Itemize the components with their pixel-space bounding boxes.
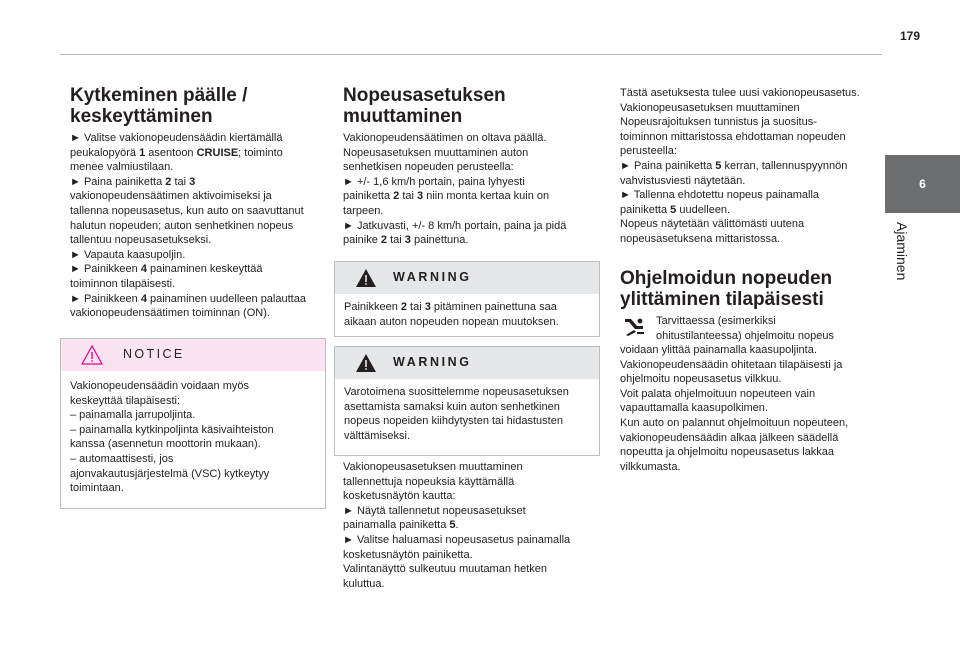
- text-line: ► +/- 1,6 km/h portain, paina lyhyesti: [343, 175, 525, 188]
- text-line: kuluttua.: [343, 577, 385, 590]
- text-line: painamalla painiketta 5.: [343, 519, 459, 532]
- body-switch: [70, 131, 332, 321]
- text-line: voidaan ylittää painamalla kaasupoljinta.: [620, 344, 817, 356]
- warning-1-title: WARNING: [393, 270, 472, 284]
- text-line: vakionopeudensäätimen toiminnan (ON).: [70, 307, 270, 320]
- text-line: kosketusnäytön painiketta.: [343, 548, 473, 561]
- text-line: toiminnon tilapäisesti.: [70, 277, 176, 290]
- text-line: tallenna nopeusasetus, kun auto on saavuttanut: [70, 204, 304, 217]
- text-line: ► Paina painiketta 5 kerran, tallennuspyynnön: [620, 159, 848, 172]
- text-line: vapauttamalla kaasupolkimen.: [620, 402, 768, 415]
- text-line: Nopeus näytetään välittömästi uutena: [620, 218, 805, 231]
- text-line: Vakionopeudensäädin ohitetaan tilapäisesti ja: [620, 358, 843, 371]
- text-line: Valintanäyttö sulkeutuu muutaman hetken: [343, 563, 548, 576]
- text-line: – painamalla jarrupoljinta.: [70, 409, 196, 422]
- page-number: 179: [899, 29, 920, 43]
- text-line: tarpeen.: [343, 204, 384, 217]
- text-line: Painikkeen 2 tai 3 pitäminen painettuna saa: [344, 301, 557, 313]
- warning-box-1: [334, 261, 600, 337]
- text-line: ohitustilanteessa) ohjelmoitu nopeus: [656, 329, 834, 342]
- text-line: ohjelmoitu nopeusasetus vilkkuu.: [620, 373, 782, 386]
- text-line: Kun auto on palannut ohjelmoituun nopeuteen,: [620, 416, 849, 429]
- text-line: ► Paina painiketta 2 tai 3: [70, 175, 196, 188]
- text-line: senhetkisen nopeuden perusteella:: [343, 161, 514, 174]
- warning-2-header: [335, 347, 599, 379]
- section-heading-override: Ohjelmoidun nopeuden ylittäminen tilapäisesti: [620, 268, 833, 310]
- warning-1-body: [335, 294, 599, 329]
- notice-box: [60, 338, 326, 509]
- text-line: Vakionopeusasetuksen muuttaminen: [343, 461, 523, 473]
- text-line: tallennettuja nopeuksia käyttämällä: [343, 475, 515, 488]
- text-line: toiminnon mittaristossa ehdottaman nopeuden: [620, 130, 846, 143]
- text-line: menee valmiustilaan.: [70, 161, 174, 174]
- notice-header: [61, 339, 325, 371]
- text-line: Vakionopeusasetuksen muuttaminen: [620, 101, 800, 114]
- text-line: nopeusasetuksena mittaristossa.: [620, 232, 781, 245]
- text-line: vilkkumasta.: [620, 460, 681, 473]
- text-line: ajonvakautusjärjestelmä (VSC) kytkeytyy: [70, 467, 270, 480]
- warning-2-title: WARNING: [393, 355, 472, 369]
- notice-body: [61, 371, 325, 496]
- text-line: vakionopeudensäätimen aktivoimiseksi ja: [70, 190, 272, 203]
- text-line: Vakionopeudensäädin voidaan myös: [70, 380, 249, 392]
- text-line: peukalopyörä 1 asentoon CRUISE; toiminto: [70, 146, 283, 159]
- text-line: nopeus nopeiden kiihdytysten tai hidastusten: [344, 415, 563, 428]
- text-line: ► Näytä tallennetut nopeusasetukset: [343, 504, 526, 517]
- text-line: halutun nopeuden; auton senhetkinen nopeus: [70, 219, 294, 232]
- warning-1-header: [335, 262, 599, 294]
- warning-triangle-icon: [355, 268, 377, 288]
- warning-box-2: [334, 346, 600, 456]
- body-stored-speeds: [343, 460, 605, 591]
- text-line: nopeutta ja ohjelmoitu nopeusasetus lakkaa: [620, 446, 835, 459]
- body-override: [620, 343, 882, 474]
- text-line: painiketta 2 tai 3 niin monta kertaa kuin on: [343, 190, 550, 203]
- text-line: ► Valitse haluamasi nopeusasetus painamalla: [343, 533, 571, 546]
- chapter-tab-number: 6: [885, 155, 960, 213]
- text-line: ► Tallenna ehdotettu nopeus painamalla: [620, 189, 820, 202]
- text-line: Nopeusrajoituksen tunnistus ja suositus-: [620, 116, 817, 129]
- section-heading-speed-setting: Nopeusasetuksen muuttaminen: [343, 85, 506, 127]
- header-rule: [60, 54, 882, 55]
- text-line: vakionopeudensäädin alkaa jälkeen säädellä: [620, 431, 839, 444]
- text-line: Tarvittaessa (esimerkiksi: [656, 315, 776, 327]
- caution-triangle-icon: [81, 345, 103, 365]
- text-line: ► Painikkeen 4 painaminen keskeyttää: [70, 263, 263, 276]
- text-line: painiketta 5 uudelleen.: [620, 203, 731, 216]
- text-line: ► Valitse vakionopeudensäädin kiertämällä: [70, 132, 283, 144]
- text-line: toimintaan.: [70, 482, 124, 495]
- text-line: aikaan auton nopeuden nopean muutoksen.: [344, 315, 559, 328]
- text-line: välttämiseksi.: [344, 429, 411, 442]
- accelerator-pedal-icon: [622, 315, 646, 337]
- chapter-tab-label: Ajaminen: [894, 222, 910, 281]
- text-line: ► Painikkeen 4 painaminen uudelleen palauttaa: [70, 292, 306, 305]
- text-line: asettamista samaksi kuin auton senhetkinen: [344, 400, 560, 413]
- text-line: kosketusnäytön kautta:: [343, 490, 456, 503]
- section-heading-switch: Kytkeminen päälle / keskeyttäminen: [70, 85, 248, 127]
- body-speed-setting: [343, 131, 605, 248]
- text-line: – painamalla kytkinpoljinta käsivaihteiston: [70, 423, 274, 436]
- text-line: ► Jatkuvasti, +/- 8 km/h portain, paina ja pidä: [343, 219, 567, 232]
- override-intro: [656, 314, 886, 343]
- text-line: vahvistusviesti näytetään.: [620, 174, 746, 187]
- text-line: keskeyttää tilapäisesti:: [70, 394, 181, 407]
- text-line: – automaattisesti, jos: [70, 452, 174, 465]
- text-line: kanssa (asennetun moottorin mukaan).: [70, 438, 261, 451]
- text-line: Nopeusasetuksen muuttaminen auton: [343, 146, 529, 159]
- text-line: tallentuu nopeusasetukseksi.: [70, 234, 212, 247]
- warning-2-body: [335, 379, 599, 443]
- text-line: ► Vapauta kaasupoljin.: [70, 248, 186, 261]
- notice-title: NOTICE: [123, 347, 185, 361]
- text-line: painike 2 tai 3 painettuna.: [343, 234, 469, 247]
- text-line: Vakionopeudensäätimen on oltava päällä.: [343, 132, 547, 144]
- text-line: Voit palata ohjelmoituun nopeuteen vain: [620, 387, 816, 400]
- text-line: Varotoimena suosittelemme nopeusasetuksen: [344, 386, 569, 398]
- text-line: perusteella:: [620, 145, 677, 158]
- warning-triangle-icon: [355, 353, 377, 373]
- text-line: Tästä asetuksesta tulee uusi vakionopeusasetus.: [620, 87, 860, 99]
- body-speed-limit: [620, 86, 882, 247]
